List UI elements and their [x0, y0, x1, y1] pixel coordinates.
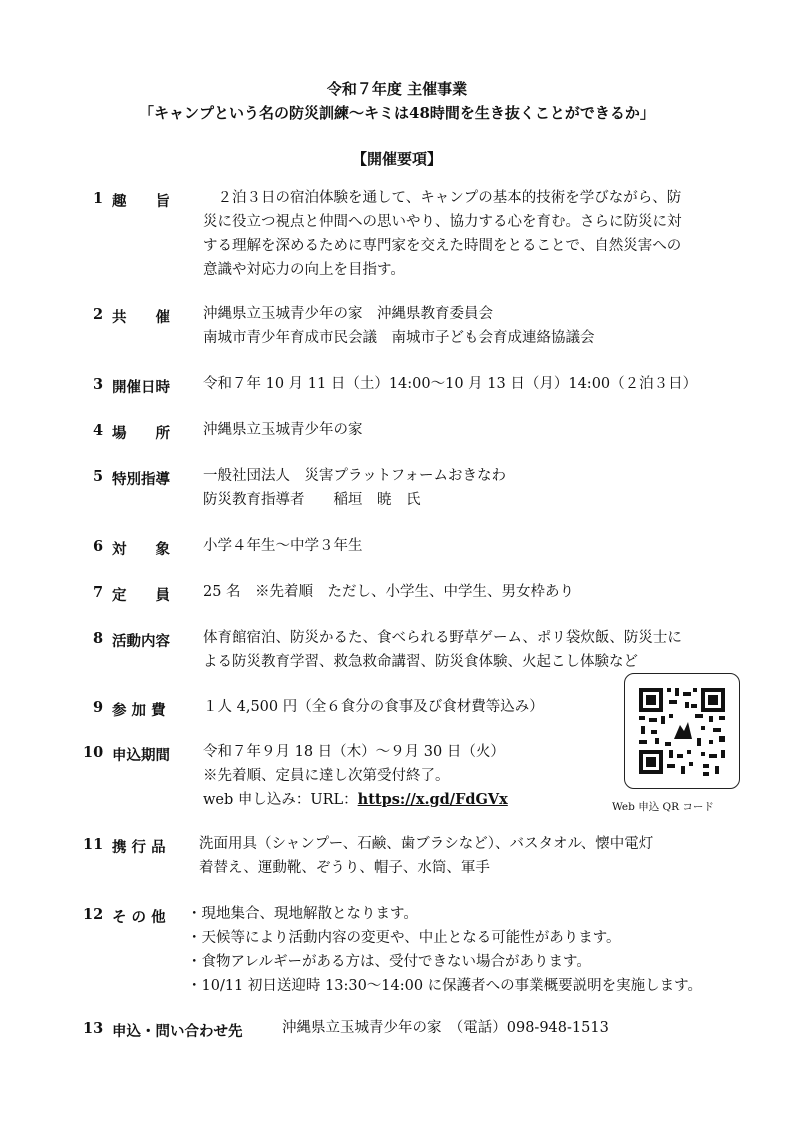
item-12-line-3: ・食物アレルギーがある方は、受付できない場合があります。: [187, 954, 591, 970]
item-11-line-1: 洗面用具（シャンプー、石鹸、歯ブラシなど）、バスタオル、懐中電灯: [199, 836, 654, 852]
qr-code-graphic: [625, 674, 739, 788]
item-2-line-1: 沖縄県立玉城青少年の家 沖縄県教育委員会: [203, 306, 493, 322]
item-9-line-1: １人 4,500 円（全６食分の食事及び食材費等込み）: [203, 699, 544, 715]
item-5-label: 特別指導: [112, 471, 170, 488]
item-12-label: そ の 他: [112, 909, 166, 926]
item-2-number: 2: [93, 306, 104, 323]
item-12-line-4: ・10/11 初日送迎時 13:30～14:00 に保護者への事業概要説明を実施します。: [187, 978, 703, 994]
item-10-number: 10: [83, 744, 104, 761]
item-7-number: 7: [93, 584, 104, 601]
item-12-line-2: ・天候等により活動内容の変更や、中止となる可能性があります。: [187, 930, 621, 946]
item-13-line-1: 沖縄県立玉城青少年の家 （電話）098-948-1513: [282, 1020, 609, 1036]
item-8-label: 活動内容: [112, 633, 170, 650]
section-heading: 【開催要項】: [351, 150, 442, 168]
event-title: 「キャンプという名の防災訓練～キミは48時間を生き抜くことができるか」: [139, 104, 655, 122]
item-7-line-1: 25 名 ※先着順 ただし、小学生、中学生、男女枠あり: [203, 584, 575, 600]
qr-code-icon[interactable]: [624, 673, 740, 789]
item-11-label: 携 行 品: [112, 839, 166, 856]
item-13-label: 申込・問い合わせ先: [112, 1023, 243, 1040]
item-3-line-1: 令和７年 10 月 11 日（土）14:00～10 月 13 日（月）14:00（２泊３日）: [203, 376, 698, 392]
item-2-label: 共 催: [112, 309, 170, 326]
item-1-line-4: 意識や対応力の向上を目指す。: [203, 262, 405, 278]
item-6-number: 6: [93, 538, 104, 555]
item-9-label: 参 加 費: [112, 702, 166, 719]
item-1-line-2: 災に役立つ視点と仲間への思いやり、協力する心を育む。さらに防災に対: [203, 214, 682, 230]
event-category: 令和７年度 主催事業: [326, 80, 468, 98]
item-11-number: 11: [83, 836, 104, 853]
item-12-line-1: ・現地集合、現地解散となります。: [187, 906, 418, 922]
item-1-number: 1: [93, 190, 104, 207]
qr-caption: Web 申込 QR コード: [612, 801, 714, 813]
item-8-line-1: 体育館宿泊、防災かるた、食べられる野草ゲーム、ポリ袋炊飯、防災士に: [203, 630, 682, 646]
item-1-label: 趣 旨: [112, 193, 170, 210]
item-3-number: 3: [93, 376, 104, 393]
item-5-number: 5: [93, 468, 104, 485]
item-8-line-2: よる防災教育学習、救急救命講習、防災食体験、火起こし体験など: [203, 654, 638, 670]
item-13-number: 13: [83, 1020, 104, 1037]
item-6-label: 対 象: [112, 541, 170, 558]
item-10-label: 申込期間: [112, 747, 170, 764]
application-url-link[interactable]: https://x.gd/FdGVx: [357, 791, 508, 808]
item-4-line-1: 沖縄県立玉城青少年の家: [203, 422, 363, 438]
item-10-line-2: ※先着順、定員に達し次第受付終了。: [203, 768, 450, 784]
item-3-label: 開催日時: [112, 379, 170, 396]
item-8-number: 8: [93, 630, 104, 647]
item-7-label: 定 員: [112, 587, 170, 604]
item-12-number: 12: [83, 906, 104, 923]
item-1-line-1: ２泊３日の宿泊体験を通して、キャンプの基本的技術を学びながら、防: [203, 190, 682, 206]
item-5-line-2: 防災教育指導者 稲垣 暁 氏: [203, 492, 421, 508]
web-application-prefix: web 申し込み：URL：: [203, 792, 358, 808]
item-9-number: 9: [93, 699, 104, 716]
item-1-line-3: する理解を深めるために専門家を交えた時間をとることで、自然災害への: [203, 238, 682, 254]
item-4-number: 4: [93, 422, 104, 439]
item-10-line-1: 令和７年９月 18 日（木）～９月 30 日（火）: [203, 744, 505, 760]
item-4-label: 場 所: [112, 425, 170, 442]
item-6-line-1: 小学４年生～中学３年生: [203, 538, 363, 554]
item-11-line-2: 着替え、運動靴、ぞうり、帽子、水筒、軍手: [199, 860, 490, 876]
item-2-line-2: 南城市青少年育成市民会議 南城市子ども会育成連絡協議会: [203, 330, 595, 346]
web-application-line: [203, 788, 508, 812]
item-5-line-1: 一般社団法人 災害プラットフォームおきなわ: [203, 468, 507, 484]
